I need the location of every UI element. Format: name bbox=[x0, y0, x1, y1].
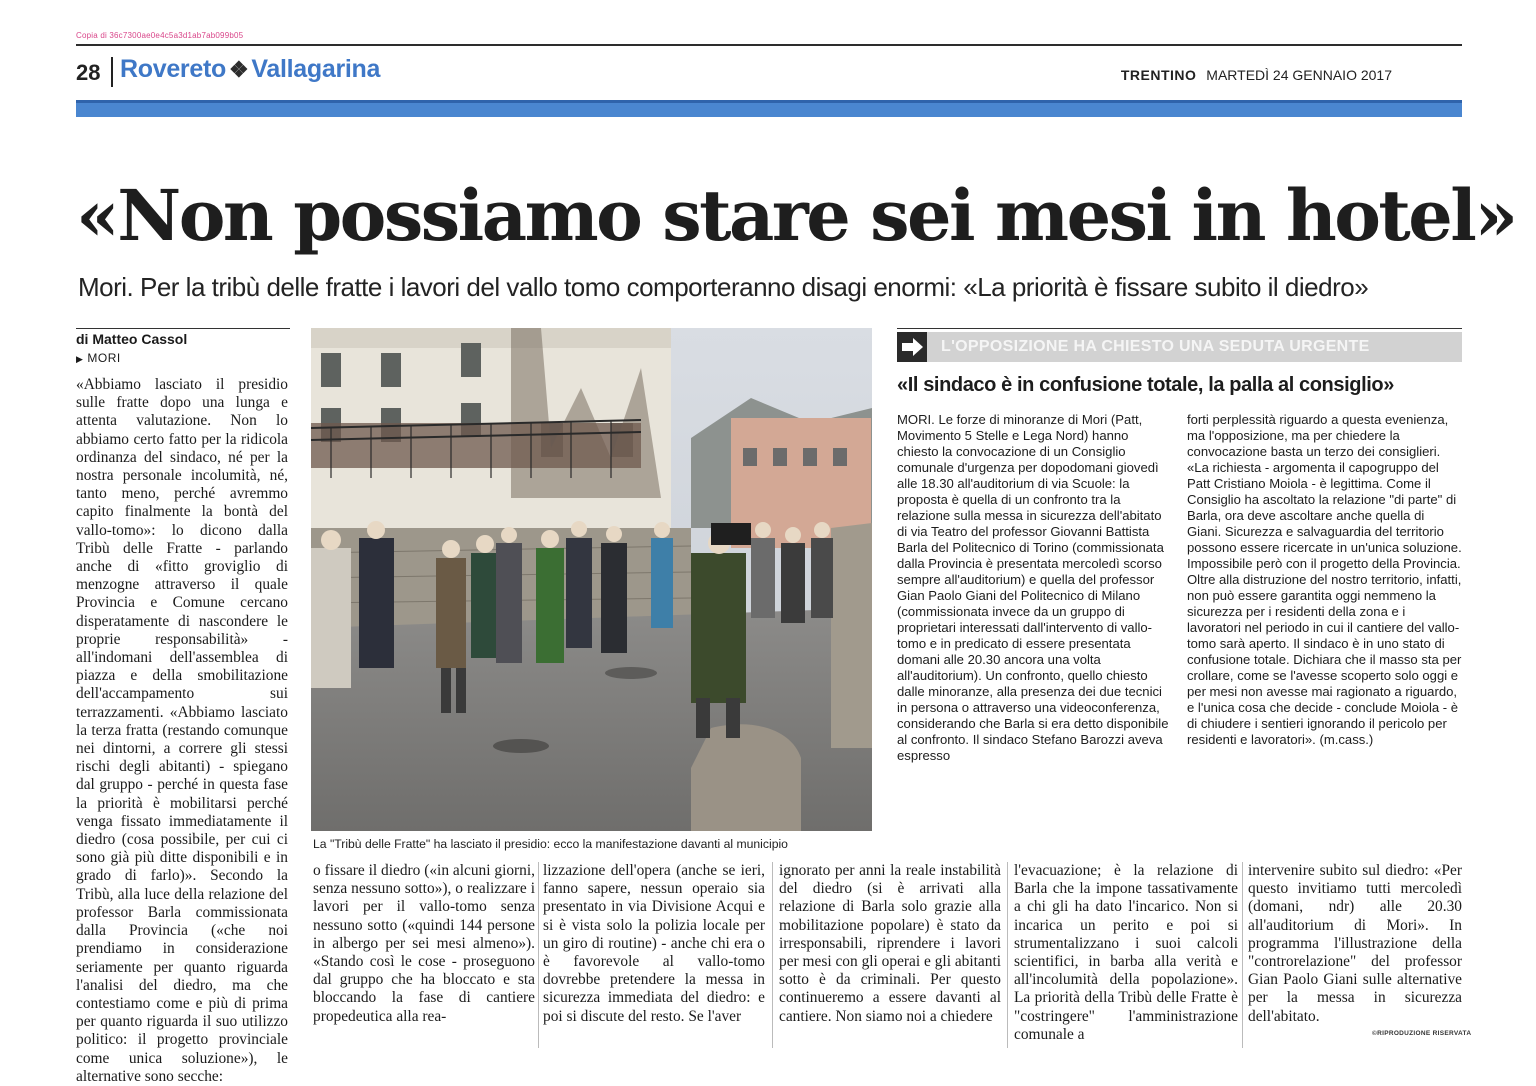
sidebar-column-2: forti perplessità riguardo a questa evenienza, ma l'opposizione, ma per chiedere la convocazione basta un terzo dei consiglieri. «La richiesta - argomenta il capogruppo del Patt Cristiano Moiola - è legittima. Come il Consiglio ha ascoltato la relazione "di parte" di Barla, ora deve ascoltare anche quella di Giani. Sicurezza e salvaguardia del territorio possono essere ricercate in un'unica soluzione. Impossibile però con il progetto della Provincia. Oltre alla distruzione del nostro territorio, infatti, non può essere garantita oggi nemmeno la sicurezza per i residenti della zona e i lavoratori nel periodo in cui il cantiere del vallo-tomo sarà aperto. Il sindaco è in uno stato di confusione totale. Dichiara che il masso sta per crollare, come se l'avesse scoperto solo oggi e per mesi non avesse mai ragionato a riguardo, e l'unica cosa che decide - conclude Moiola - è di chiudere i sentieri ignorando il pericolo per residenti e lavoratori». (m.cass.) bbox=[1187, 412, 1462, 747]
protest-photo-illustration bbox=[311, 328, 872, 831]
article-photo bbox=[311, 328, 872, 831]
photo-caption: La "Tribù delle Fratte" ha lasciato il presidio: ecco la manifestazione davanti al municipio bbox=[313, 837, 788, 851]
reproduction-notice: ©RIPRODUZIONE RISERVATA bbox=[1372, 1030, 1472, 1037]
section-left: Rovereto bbox=[120, 55, 226, 83]
section-title bbox=[120, 55, 380, 84]
sidebar-rule bbox=[897, 328, 1462, 329]
column-divider bbox=[1007, 862, 1008, 1048]
section-right: Vallagarina bbox=[251, 55, 381, 83]
column-divider bbox=[772, 862, 773, 1048]
headline: «Non possiamo stare sei mesi in hotel» bbox=[76, 174, 1516, 257]
article-column-3: lizzazione dell'opera (anche se ieri, fanno sapere, nessun operaio sia presentato in via Divisione Acqui e si è vista solo la polizia locale per un giro di routine) - anche chi era o è favorevole al vallo-tomo dovrebbe pretendere la messa in sicurezza immediata del diedro: e poi si discute del resto. Se l'aver bbox=[543, 862, 765, 1025]
arrow-right-icon bbox=[897, 332, 927, 362]
byline-rule bbox=[76, 328, 290, 329]
sidebar-title: «Il sindaco è in confusione totale, la palla al consiglio» bbox=[897, 374, 1394, 396]
article-column-2: o fissare il diedro («in alcuni giorni, senza nessuno sotto»), o realizzare i lavori per il vallo-tomo senza nessuno sotto («quindi 144 persone in albergo per sei mesi almeno»). «Stando così le cose - proseguono dal gruppo che ha bloccato e sta bloccando la fase di cantiere propedeutica alla rea- bbox=[313, 862, 535, 1025]
play-marker-icon: ▶ bbox=[76, 354, 84, 364]
newspaper-name: TRENTINO bbox=[1120, 67, 1197, 83]
article-column-5: l'evacuazione; è la relazione di Barla che la impone tassativamente a chi gli ha dato l'incarico. Non si incarica un perito e poi si strumentalizzano i suoi calcoli scientifici, in barba alla verità e all'incolumità della popolazione». La priorità della Tribù delle Fratte è "costringere" l'amministrazione comunale a bbox=[1014, 862, 1238, 1043]
article-column-1: «Abbiamo lasciato il presidio sulle fratte dopo una lunga e attenta valutazione. Non lo abbiamo certo fatto per la ridicola ordinanza del sindaco, né per la nostra personale incolumità, né, tanto meno, perché avremmo capito finalmente la bontà del vallo-tomo»: lo dicono dalla Tribù delle Fratte - parlando anche di «fitto groviglio di menzogne attraverso il quale Provincia e Comune cercano disperatamente di nascondere le proprie responsabilità» - all'indomani dell'assemblea di piazza e della smobilitazione dell'accampamento sui terrazzamenti. «Abbiamo lasciato la terza fratta (restando comunque nei dintorni, a correre gli stessi rischi degli abitanti) - spiegano dal gruppo - perché in questa fase la priorità è mobilitarsi perché venga fissato immediatamente il diedro (cosa possibile, per cui ci sono già più ditte disponibili e in grado di farlo)». Secondo la Tribù, alla luce della relazione del professor Barla commissionata dalla Provincia («che noi prendiamo in considerazione seriamente per quanto riguarda l'analisi del diedro, ma che contestiamo come e più di prima per quanto riguarda il suo utilizzo politico: il progetto provinciale come unica soluzione»), le alternative sono secche: bbox=[76, 376, 288, 1085]
diamond-ornament-icon: ❖ bbox=[228, 57, 249, 82]
column-divider bbox=[1242, 862, 1243, 1048]
article-column-6: intervenire subito sul diedro: «Per questo invitiamo tutti mercoledì (domani, ndr) alle 20.30 all'auditorium di Mori». In programma l'illustrazione della "controrelazione" del professor Gian Paolo Giani sulle alternative per la messa in sicurezza dell'abitato. bbox=[1248, 862, 1462, 1025]
watermark: Copia di 36c7300ae0e4c5a3d1ab7ab099b05 bbox=[76, 31, 244, 40]
page-separator bbox=[111, 57, 113, 87]
column-divider bbox=[538, 862, 539, 1048]
byline: di Matteo Cassol bbox=[76, 331, 188, 347]
dateline-place: MORI bbox=[87, 351, 121, 365]
top-rule bbox=[76, 44, 1462, 46]
issue-date: MARTEDÌ 24 GENNAIO 2017 bbox=[1206, 67, 1392, 83]
kicker-label: L'OPPOSIZIONE HA CHIESTO UNA SEDUTA URGENTE bbox=[941, 338, 1370, 355]
masthead bbox=[1121, 67, 1392, 83]
article-column-4: ignorato per anni la reale instabilità del diedro (si è arrivati alla relazione di Barla solo grazie alla mobilitazione popolare) è stato da irresponsabili, riprendere i lavori per mesi con gli operai e gli abitanti sotto è da criminali. Per questo continueremo a essere davanti al cantiere. Non siamo noi a chiedere bbox=[779, 862, 1001, 1025]
sidebar-column-1: MORI. Le forze di minoranze di Mori (Patt, Movimento 5 Stelle e Lega Nord) hanno chiesto la convocazione di un Consiglio comunale d'urgenza per dopodomani giovedì alle 18.30 all'auditorium di via Scuole: la proposta è quella di un confronto tra la relazione sulla messa in sicurezza dell'abitato di via Teatro del professor Giovanni Battista Barla del Politecnico di Torino (commissionata dalla Provincia è presentata mercoledì scorso sempre all'auditorium) e quella del professor Gian Paolo Giani del Politecnico di Milano (commissionata invece da un gruppo di proprietari interessati dall'intervento di vallo-tomo e in predicato di essere presentata domani alle 20.30 ancora una volta all'auditorium). Un confronto, quello chiesto dalle minoranze, alla presenza dei due tecnici in persona o attraverso una videoconferenza, considerando che Barla si era detto disponibile al confronto. Il sindaco Stefano Barozzi aveva espresso bbox=[897, 412, 1169, 763]
header-band bbox=[76, 100, 1462, 117]
page-number: 28 bbox=[76, 60, 101, 85]
subheadline: Mori. Per la tribù delle fratte i lavori del vallo tomo comporteranno disagi enormi: «La priorità è fissare subito il diedro» bbox=[78, 272, 1369, 302]
sidebar-kicker bbox=[897, 332, 1462, 362]
dateline bbox=[76, 351, 121, 365]
